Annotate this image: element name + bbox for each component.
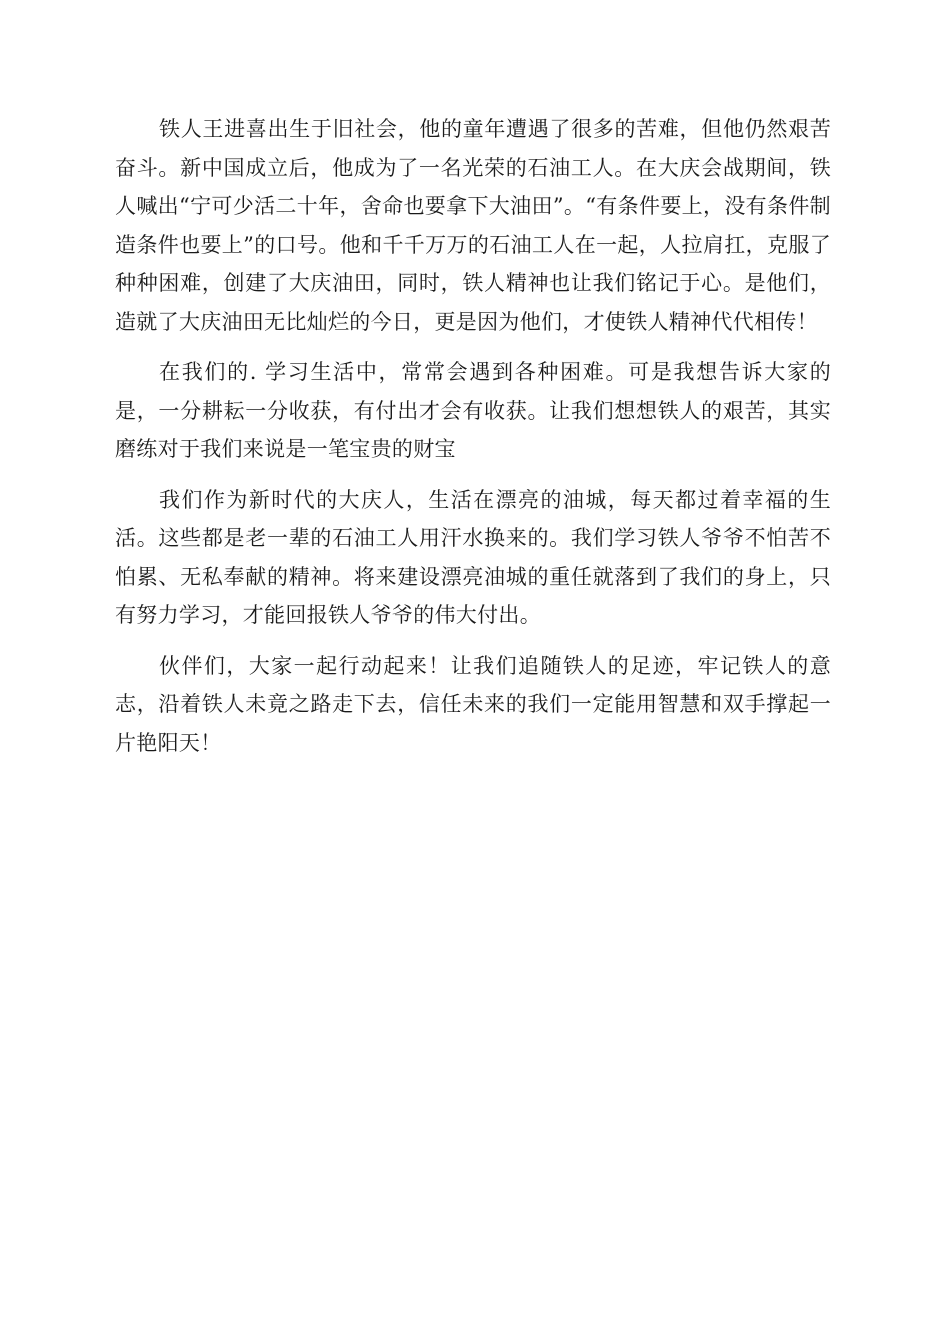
paragraph-2: 在我们的. 学习生活中，常常会遇到各种困难。可是我想告诉大家的是，一分耕耘一分收获，有付出才会有收获。让我们想想铁人的艰苦，其实磨练对于我们来说是一笔宝贵的财宝 [115, 360, 831, 461]
paragraph-1: 铁人王进喜出生于旧社会，他的童年遭遇了很多的苦难，但他仍然艰苦奋斗。新中国成立后，他成为了一名光荣的石油工人。在大庆会战期间，铁人喊出“宁可少活二十年，舍命也要拿下大油田”。“有条件要上，没有条件制造条件也要上”的口号。他和千千万万的石油工人在一起，人拉肩扛，克服了种种困难，创建了大庆油田，同时，铁人精神也让我们铭记于心。是他们，造就了大庆油田无比灿烂的今日，更是因为他们，才使铁人精神代代相传！ [115, 117, 831, 334]
paragraph-4: 伙伴们，大家一起行动起来！让我们追随铁人的足迹，牢记铁人的意志，沿着铁人未竟之路走下去，信任未来的我们一定能用智慧和双手撑起一片艳阳天！ [115, 653, 831, 755]
document-body [115, 110, 831, 774]
paragraph-3: 我们作为新时代的大庆人，生活在漂亮的油城，每天都过着幸福的生活。这些都是老一辈的石油工人用汗水换来的。我们学习铁人爷爷不怕苦不怕累、无私奉献的精神。将来建设漂亮油城的重任就落到了我们的身上，只有努力学习，才能回报铁人爷爷的伟大付出。 [115, 487, 831, 627]
